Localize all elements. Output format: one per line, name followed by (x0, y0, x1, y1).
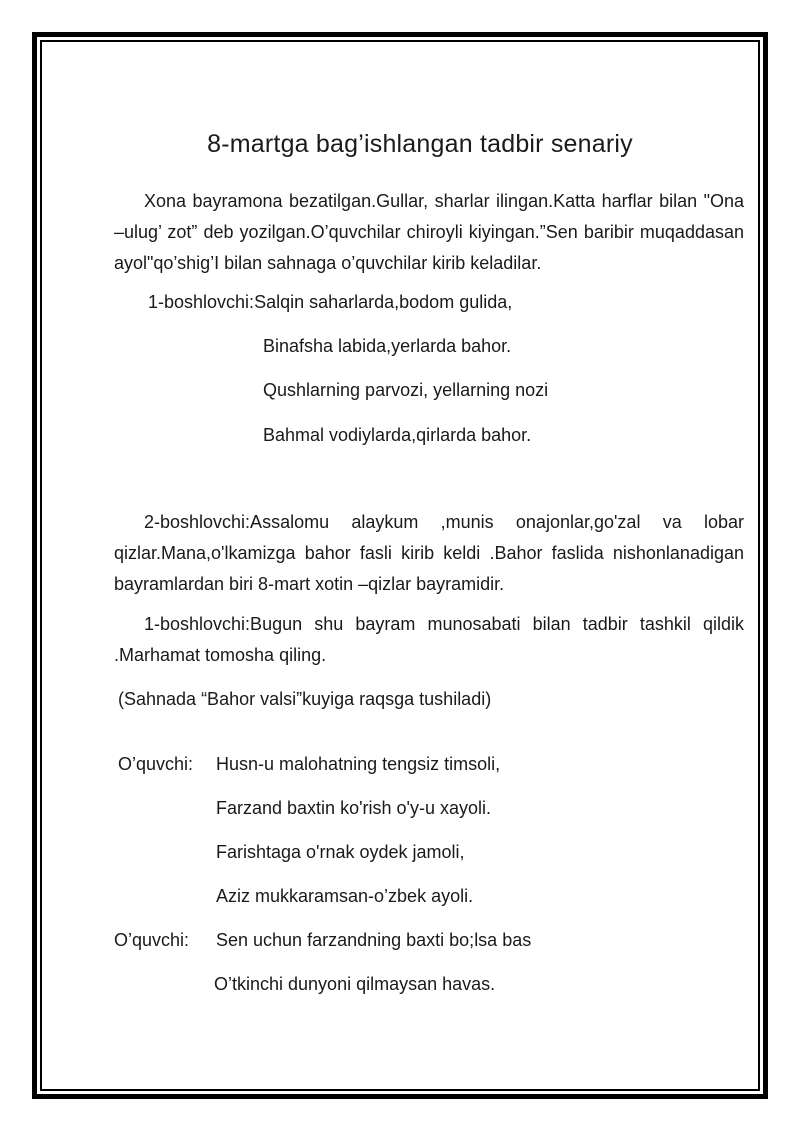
pupil2-label: O’quvchi: (114, 930, 190, 950)
poem1-line-2: Qushlarning parvozi, yellarning nozi (263, 380, 549, 400)
speaker1-line1 (148, 290, 512, 314)
stage-note: (Sahnada “Bahor valsi”kuyiga raqsga tushiladi) (118, 689, 492, 709)
speaker2-paragraph: 2-boshlovchi:Assalomu alaykum ,munis onajonlar,go'zal va lobar qizlar.Mana,o'lkamizga bahor fasli kirib keldi .Bahor faslida nishonlanadigan bayramlardan biri 8-mart xotin –qizlar bayramidir. (114, 512, 744, 594)
pupil1-line-4: Aziz mukkaramsan-o’zbek ayoli. (216, 886, 474, 906)
pupil2-line-2: O’tkinchi dunyoni qilmaysan havas. (214, 974, 496, 994)
speaker1-paragraph-2: 1-boshlovchi:Bugun shu bayram munosabati bilan tadbir tashkil qildik .Marhamat tomosha qiling. (114, 614, 744, 665)
speaker1-label: 1-boshlovchi: (148, 292, 255, 312)
speaker1-verse-line: Salqin saharlarda,bodom gulida, (254, 292, 513, 312)
poem1-line-3: Bahmal vodiylarda,qirlarda bahor. (263, 425, 532, 445)
pupil2-line-1: Sen uchun farzandning baxti bo;lsa bas (216, 930, 532, 950)
pupil1-line-2: Farzand baxtin ko'rish o'y-u xayoli. (216, 798, 491, 818)
pupil1-line-3: Farishtaga o'rnak oydek jamoli, (216, 842, 465, 862)
poem1-line-1: Binafsha labida,yerlarda bahor. (263, 336, 512, 356)
document-title: 8-martga bag’ishlangan tadbir senariy (207, 130, 633, 158)
pupil1-line-1: Husn-u malohatning tengsiz timsoli, (216, 754, 501, 774)
intro-paragraph: Xona bayramona bezatilgan.Gullar, sharlar ilingan.Katta harflar bilan "Ona –ulug’ zot” deb yozilgan.O’quvchilar chiroyli kiyingan.”Sen baribir muqaddasan ayol"qo’shig’I bilan sahnaga o’quvchilar kirib keladilar. (114, 191, 744, 273)
pupil1-label: O’quvchi: (118, 754, 194, 774)
